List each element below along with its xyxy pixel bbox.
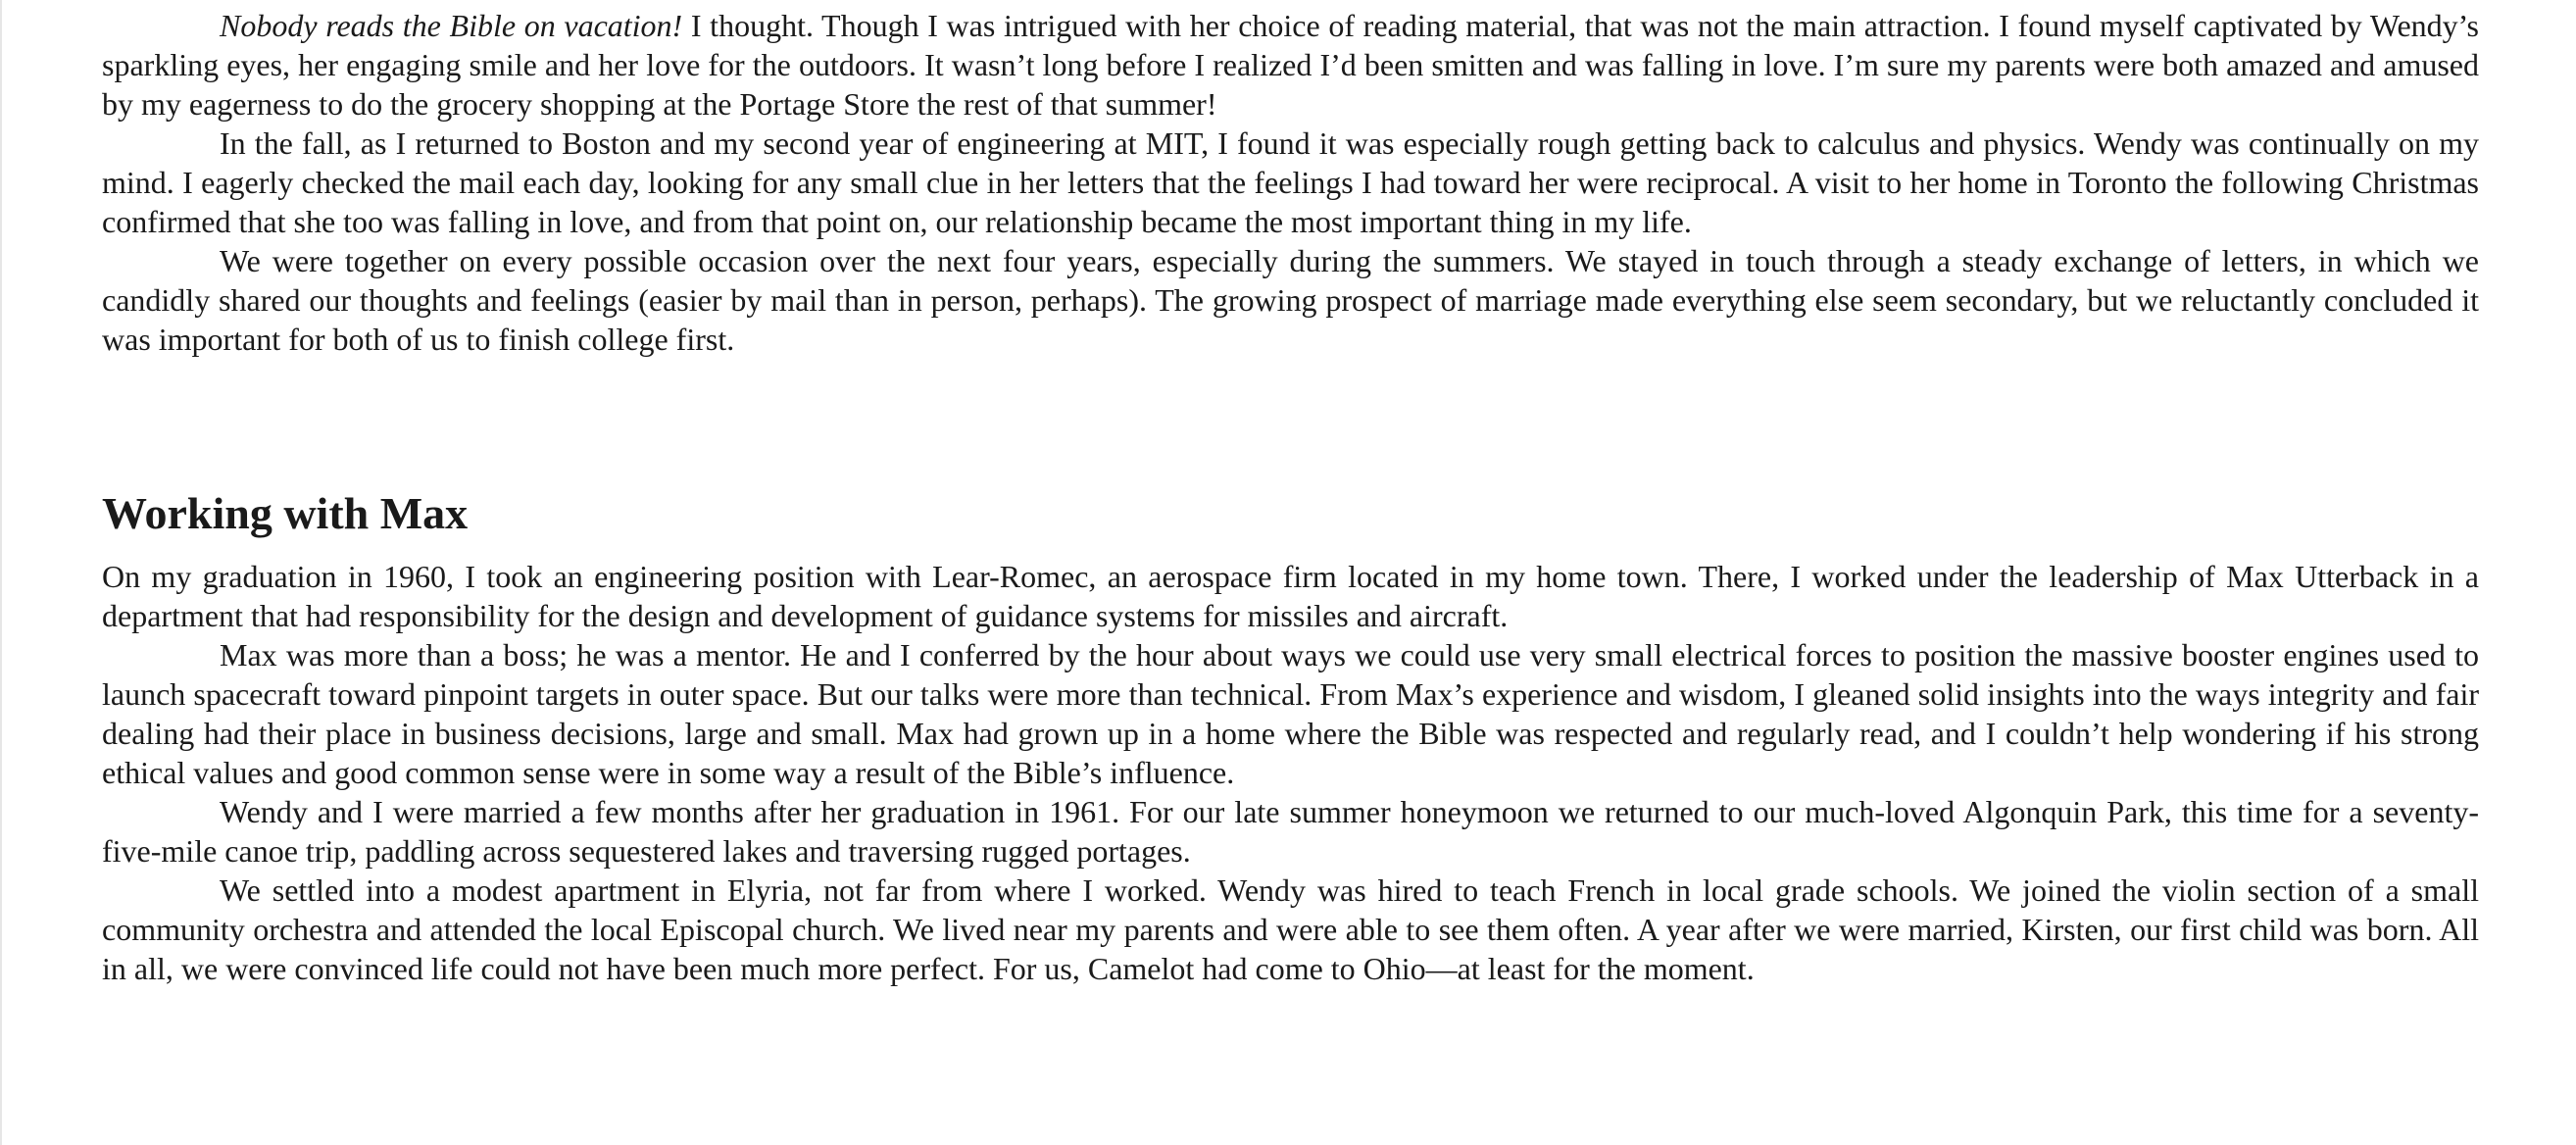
- paragraph-elyria: We settled into a modest apartment in Elyria, not far from where I worked. Wendy was hired to teach French in local grade schools. We joined the violin section of a small community orchestra and attended the local Episcopal church. We lived near my parents and were able to see them often. A year after we were married, Kirsten, our first child was born. All in all, we were convinced life could not have been much more perfect. For us, Camelot had come to Ohio—at least for the moment.: [102, 872, 2479, 986]
- paragraph-marriage: Wendy and I were married a few months after her graduation in 1961. For our late summer honeymoon we returned to our much-loved Algonquin Park, this time for a seventy-five-mile canoe trip, paddling across sequestered lakes and traversing rugged portages.: [102, 794, 2479, 869]
- paragraph-mentor: Max was more than a boss; he was a mentor. He and I conferred by the hour about ways we could use very small electrical forces to position the massive booster engines used to launch spacecraft toward pinpoint targets in outer space. But our talks were more than technical. From Max’s experience and wisdom, I gleaned solid insights into the ways integrity and fair dealing had their place in business decisions, large and small. Max had grown up in a home where the Bible was respected and regularly read, and I couldn’t help wondering if his strong ethical values and good common sense were in some way a result of the Bible’s influence.: [102, 637, 2479, 790]
- italic-quote: Nobody reads the Bible on vacation!: [220, 8, 683, 43]
- paragraph-fall-boston: In the fall, as I returned to Boston and my second year of engineering at MIT, I found it was especially rough getting back to calculus and physics. Wendy was continually on my mind. I eagerly checked the mail each day, looking for any small clue in her letters that the feelings I had toward her were reciprocal. A visit to her home in Toronto the following Christmas confirmed that she too was falling in love, and from that point on, our relationship became the most important thing in my life.: [102, 125, 2479, 239]
- paragraph-text: I thought. Though I was intrigued with her choice of reading material, that was not the main attraction. I found myself captivated by Wendy’s sparkling eyes, her engaging smile and her love for the outdoors. It wasn’t long before I realized I’d been smitten and was falling in love. I’m sure my parents were both amazed and amused by my eagerness to do the grocery shopping at the Portage Store the rest of that summer!: [102, 8, 2480, 122]
- section-heading: Working with Max: [102, 488, 469, 538]
- section-spacer: [102, 359, 2479, 486]
- heading-spacer: [102, 541, 2479, 557]
- document-body: [102, 6, 2479, 988]
- paragraph-together: We were together on every possible occasion over the next four years, especially during the summers. We stayed in touch through a steady exchange of letters, in which we candidly shared our thoughts and feelings (easier by mail than in person, perhaps). The growing prospect of marriage made everything else seem secondary, but we reluctantly concluded it was important for both of us to finish college first.: [102, 243, 2479, 357]
- paragraph-vacation: [102, 6, 2479, 124]
- paragraph-graduation: On my graduation in 1960, I took an engineering position with Lear-Romec, an aerospace firm located in my home town. There, I worked under the leadership of Max Utterback in a department that had responsibility for the design and development of guidance systems for missiles and aircraft.: [102, 559, 2479, 633]
